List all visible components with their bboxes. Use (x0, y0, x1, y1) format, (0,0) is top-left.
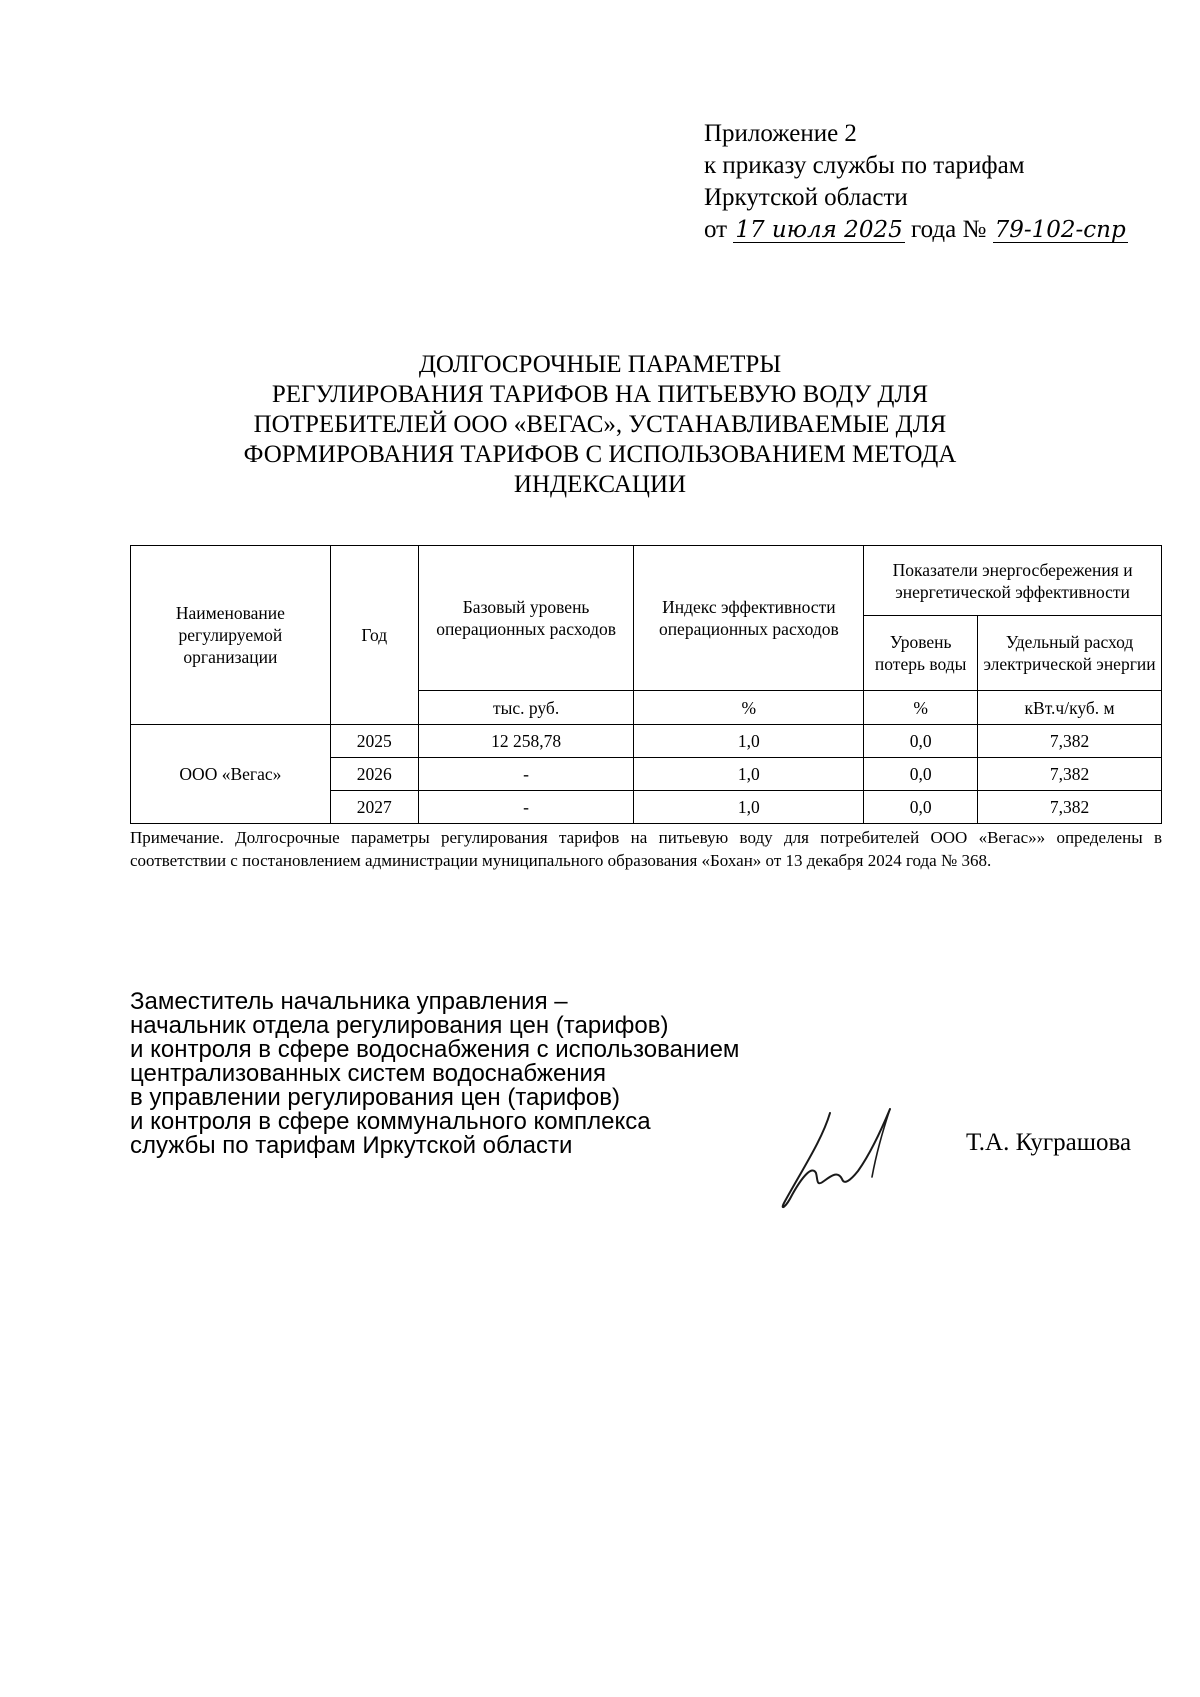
handwritten-signature (772, 1085, 922, 1215)
parameters-table (130, 545, 1162, 824)
document-title (200, 350, 1000, 500)
cell-electric: 7,382 (978, 725, 1162, 758)
cell-year: 2026 (330, 758, 418, 791)
position-line: в управлении регулирования цен (тарифов) (130, 1084, 620, 1111)
cell-organization: ООО «Вегас» (131, 725, 331, 824)
unit-base: тыс. руб. (418, 691, 634, 725)
appendix-header (704, 118, 1128, 246)
unit-losses: % (864, 691, 978, 725)
position-line: и контроля в сфере водоснабжения с использованием (130, 1036, 740, 1063)
cell-index: 1,0 (634, 725, 864, 758)
cell-base: - (418, 758, 634, 791)
cell-index: 1,0 (634, 791, 864, 824)
cell-losses: 0,0 (864, 758, 978, 791)
header-energy-group: Показатели энергосбережения и энергетической эффективности (864, 546, 1162, 616)
header-base: Базовый уровень операционных расходов (418, 546, 634, 691)
appendix-date-line (704, 214, 1128, 246)
appendix-handwritten-number: 79-102-спр (994, 217, 1126, 243)
cell-year: 2025 (330, 725, 418, 758)
cell-base: - (418, 791, 634, 824)
position-line: Заместитель начальника управления – (130, 988, 568, 1015)
cell-base: 12 258,78 (418, 725, 634, 758)
title-line: РЕГУЛИРОВАНИЯ ТАРИФОВ НА ПИТЬЕВУЮ ВОДУ ДЛЯ (271, 381, 929, 408)
table-note: Примечание. Долгосрочные параметры регулирования тарифов на питьевую воду для потребителей ООО «Вегас»» определены в соответствии с постановлением администрации муниципального образования «Бохан» от 13 декабря 2024 года № 368. (130, 828, 1162, 870)
unit-index: % (634, 691, 864, 725)
cell-electric: 7,382 (978, 791, 1162, 824)
signature-position (130, 990, 739, 1158)
appendix-order-ref: к приказу службы по тарифам (704, 152, 1025, 179)
cell-electric: 7,382 (978, 758, 1162, 791)
title-line: ДОЛГОСРОЧНЫЕ ПАРАМЕТРЫ (418, 351, 782, 378)
title-line: ФОРМИРОВАНИЯ ТАРИФОВ С ИСПОЛЬЗОВАНИЕМ МЕТОДА (243, 441, 957, 468)
header-losses: Уровень потерь воды (864, 616, 978, 691)
appendix-title: Приложение 2 (704, 120, 857, 147)
appendix-handwritten-date: 17 июля 2025 (735, 217, 903, 243)
cell-year: 2027 (330, 791, 418, 824)
signatory-name: Т.А. Куграшова (966, 1129, 1132, 1156)
appendix-year-word: года № (910, 216, 987, 243)
position-line: и контроля в сфере коммунального комплекса (130, 1108, 651, 1135)
header-electric: Удельный расход электрической энергии (978, 616, 1162, 691)
cell-losses: 0,0 (864, 791, 978, 824)
cell-losses: 0,0 (864, 725, 978, 758)
table-row (131, 725, 1162, 758)
header-index: Индекс эффективности операционных расходов (634, 546, 864, 691)
title-line: ПОТРЕБИТЕЛЕЙ ООО «ВЕГАС», УСТАНАВЛИВАЕМЫЕ ДЛЯ (253, 411, 947, 438)
header-year: Год (330, 546, 418, 725)
cell-index: 1,0 (634, 758, 864, 791)
appendix-region: Иркутской области (704, 184, 908, 211)
title-line: ИНДЕКСАЦИИ (513, 471, 687, 498)
position-line: начальник отдела регулирования цен (тарифов) (130, 1012, 669, 1039)
appendix-from: от (704, 216, 728, 243)
position-line: централизованных систем водоснабжения (130, 1060, 606, 1087)
header-org: Наименование регулируемой организации (131, 546, 331, 725)
unit-electric: кВт.ч/куб. м (978, 691, 1162, 725)
position-line: службы по тарифам Иркутской области (130, 1132, 573, 1159)
